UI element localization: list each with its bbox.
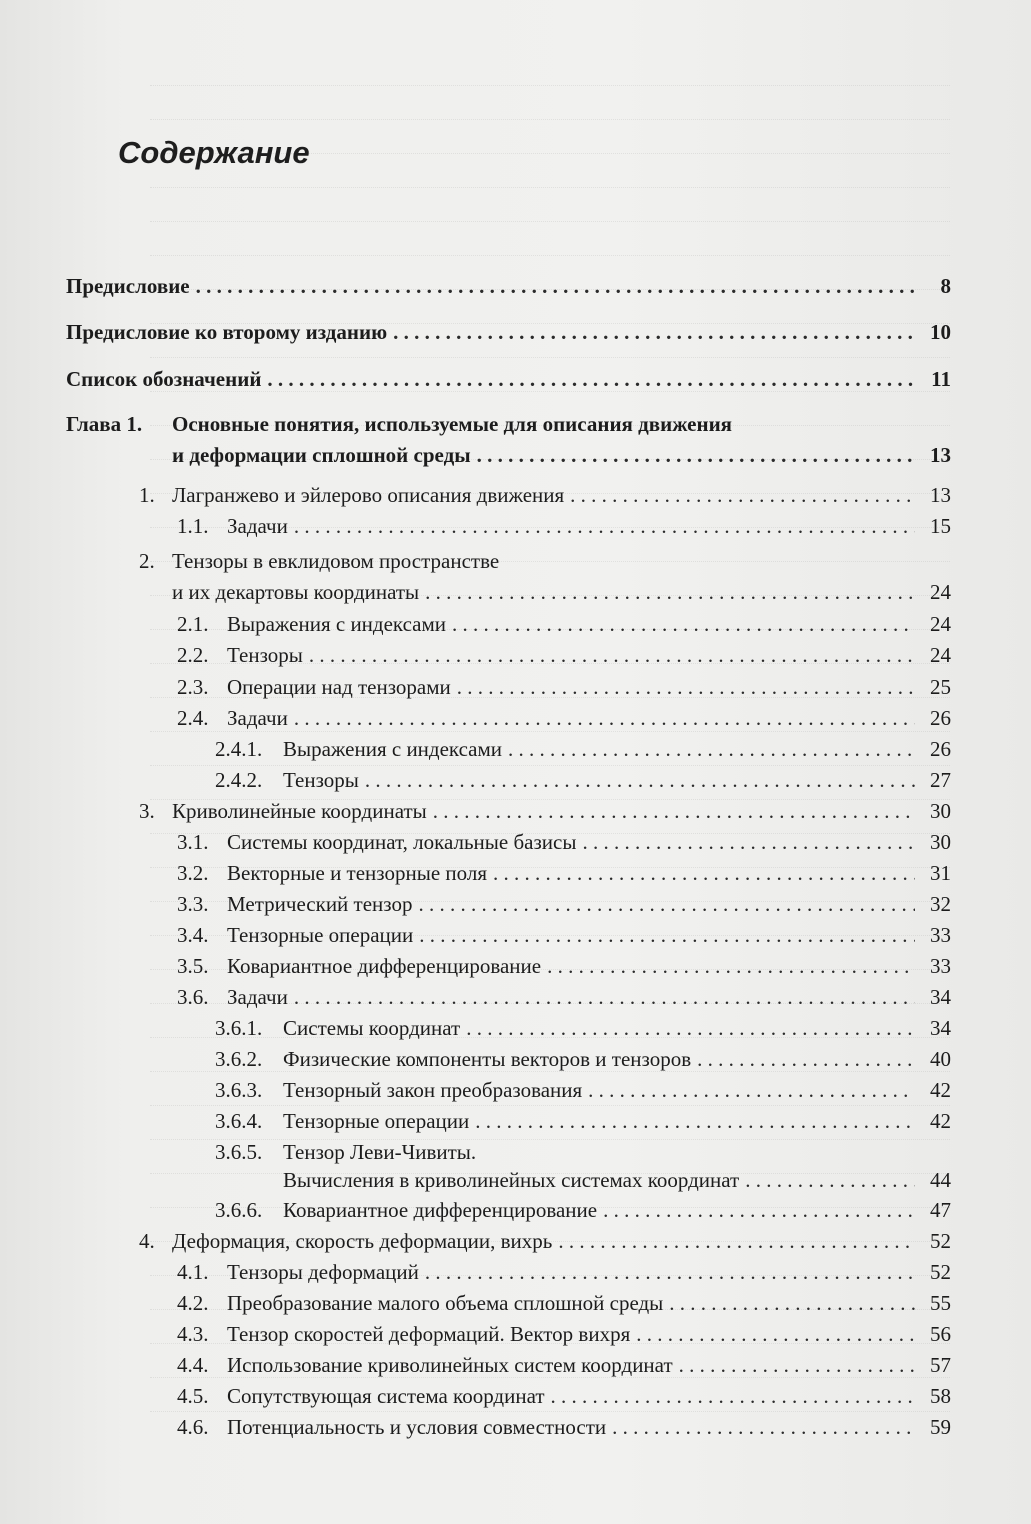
toc-entry-number: Глава 1. [66, 412, 143, 436]
toc-page-number: 30 [930, 830, 951, 854]
toc-entry-number: 1. [139, 483, 155, 507]
toc-entry-title: Основные понятия, используемые для описания движения [172, 412, 733, 436]
toc-entry [0, 858, 1031, 888]
toc-entry-number: 3.6.3. [215, 1078, 263, 1102]
toc-page-number: 24 [930, 580, 951, 604]
toc-entry-number: 2.4. [177, 706, 209, 730]
dot-leader [309, 640, 915, 670]
toc-page-number: 26 [930, 706, 951, 730]
toc-page-number: 32 [930, 892, 951, 916]
toc-page-number: 47 [930, 1198, 951, 1222]
toc-entry-title: Тензоры деформаций [227, 1260, 419, 1284]
dot-leader [418, 889, 915, 919]
toc-entry [0, 364, 1031, 394]
toc-page-number: 13 [930, 483, 951, 507]
dot-leader [267, 364, 915, 394]
toc-page-number: 57 [930, 1353, 951, 1377]
toc-page-number: 26 [930, 737, 951, 761]
toc-entry [0, 317, 1031, 347]
toc-entry-title: Ковариантное дифференцирование [227, 954, 542, 978]
toc-entry [0, 546, 1031, 576]
toc-entry-number: 4.6. [177, 1415, 209, 1439]
toc-page-number: 40 [930, 1047, 951, 1071]
toc-entry-continuation [0, 577, 1031, 607]
toc-entry-title-continuation: и их декартовы координаты [172, 580, 420, 604]
toc-entry [0, 765, 1031, 795]
dot-leader [294, 982, 915, 1012]
toc-entry-title-continuation: и деформации сплошной среды [172, 443, 471, 467]
toc-entry-number: 3.2. [177, 861, 209, 885]
dot-leader [636, 1319, 915, 1349]
dot-leader [457, 672, 915, 702]
toc-entry [0, 1288, 1031, 1318]
toc-entry-title: Задачи [227, 706, 288, 730]
toc-entry-number: 3.6.2. [215, 1047, 263, 1071]
dot-leader [294, 511, 915, 541]
toc-entry-number: 4.3. [177, 1322, 209, 1346]
toc-entry-title: Тензоры [283, 768, 359, 792]
toc-entry [0, 1350, 1031, 1380]
toc-entry [0, 480, 1031, 510]
dot-leader [196, 271, 915, 301]
toc-entry-title: Системы координат, локальные базисы [227, 830, 577, 854]
dot-leader [419, 920, 915, 950]
toc-entry-number: 3. [139, 799, 155, 823]
toc-entry-title: Список обозначений [66, 367, 262, 391]
toc-entry [0, 1195, 1031, 1225]
page-title: Содержание [118, 135, 310, 170]
toc-page-number: 59 [930, 1415, 951, 1439]
toc-entry-number: 3.6.1. [215, 1016, 263, 1040]
dot-leader [612, 1412, 915, 1442]
toc-entry-number: 2.1. [177, 612, 209, 636]
toc-page-number: 11 [931, 367, 951, 391]
toc-entry-title: Преобразование малого объема сплошной среды [227, 1291, 664, 1315]
toc-entry-number: 3.4. [177, 923, 209, 947]
toc-entry-title: Операции над тензорами [227, 675, 451, 699]
toc-entry [0, 796, 1031, 826]
toc-entry [0, 1381, 1031, 1411]
toc-page-number: 55 [930, 1291, 951, 1315]
dot-leader [558, 1226, 915, 1256]
dot-leader [365, 765, 915, 795]
toc-entry-number: 2.2. [177, 643, 209, 667]
toc-entry-number: 1.1. [177, 514, 209, 538]
dot-leader [745, 1165, 915, 1195]
toc-entry [0, 640, 1031, 670]
toc-entry-number: 4. [139, 1229, 155, 1253]
toc-entry-number: 3.6.5. [215, 1140, 263, 1164]
dot-leader [570, 480, 915, 510]
toc-page-number: 15 [930, 514, 951, 538]
toc-entry [0, 1137, 1031, 1167]
toc-entry-title: Выражения с индексами [283, 737, 503, 761]
toc-page-number: 33 [930, 923, 951, 947]
toc-entry [0, 1075, 1031, 1105]
toc-entry-continuation [0, 1165, 1031, 1195]
dot-leader [582, 827, 915, 857]
toc-entry-title: Системы координат [283, 1016, 461, 1040]
toc-entry-title: Тензор Леви-Чивиты. [283, 1140, 477, 1164]
toc-entry [0, 1106, 1031, 1136]
toc-entry [0, 889, 1031, 919]
toc-entry [0, 827, 1031, 857]
toc-entry-title: Ковариантное дифференцирование [283, 1198, 598, 1222]
toc-page-number: 24 [930, 612, 951, 636]
toc-page-number: 56 [930, 1322, 951, 1346]
toc-page-number: 42 [930, 1078, 951, 1102]
toc-chapter-entry [0, 409, 1031, 439]
toc-entry-title: Тензорные операции [227, 923, 414, 947]
toc-entry [0, 703, 1031, 733]
toc-entry-number: 4.1. [177, 1260, 209, 1284]
toc-page-number: 10 [930, 320, 951, 344]
toc-entry-number: 2.4.1. [215, 737, 263, 761]
toc-page-number: 34 [930, 1016, 951, 1040]
toc-entry-title: Предисловие ко второму изданию [66, 320, 388, 344]
dot-leader [697, 1044, 915, 1074]
toc-entry-number: 3.3. [177, 892, 209, 916]
toc-page-number: 44 [930, 1168, 951, 1192]
dot-leader [477, 440, 915, 470]
dot-leader [508, 734, 915, 764]
toc-entry [0, 672, 1031, 702]
toc-entry [0, 609, 1031, 639]
dot-leader [547, 951, 915, 981]
toc-entry [0, 951, 1031, 981]
dot-leader [452, 609, 915, 639]
toc-entry-continuation [0, 440, 1031, 470]
toc-entry-title: Криволинейные координаты [172, 799, 427, 823]
toc-entry-number: 3.1. [177, 830, 209, 854]
toc-entry-title: Выражения с индексами [227, 612, 447, 636]
toc-entry-number: 3.6.4. [215, 1109, 263, 1133]
toc-entry-title: Задачи [227, 514, 288, 538]
dot-leader [475, 1106, 915, 1136]
toc-entry [0, 1226, 1031, 1256]
toc-page-number: 52 [930, 1229, 951, 1253]
toc-entry-number: 2. [139, 549, 155, 573]
dot-leader [679, 1350, 915, 1380]
toc-entry-number: 3.5. [177, 954, 209, 978]
dot-leader [433, 796, 915, 826]
toc-page-number: 34 [930, 985, 951, 1009]
dot-leader [493, 858, 915, 888]
toc-entry-title: Тензоры [227, 643, 303, 667]
toc-entry [0, 982, 1031, 1012]
toc-entry-title: Предисловие [66, 274, 190, 298]
toc-entry-title: Тензоры в евклидовом пространстве [172, 549, 500, 573]
toc-entry [0, 271, 1031, 301]
toc-page-number: 58 [930, 1384, 951, 1408]
toc-entry-title: Физические компоненты векторов и тензоров [283, 1047, 692, 1071]
toc-entry-number: 4.4. [177, 1353, 209, 1377]
toc-page-number: 8 [940, 274, 951, 298]
toc-entry-number: 4.5. [177, 1384, 209, 1408]
toc-entry [0, 1319, 1031, 1349]
toc-entry-number: 2.3. [177, 675, 209, 699]
dot-leader [425, 1257, 915, 1287]
toc-entry [0, 511, 1031, 541]
toc-page-number: 27 [930, 768, 951, 792]
toc-entry-number: 3.6. [177, 985, 209, 1009]
toc-entry-title: Сопутствующая система координат [227, 1384, 545, 1408]
toc-entry-number: 3.6.6. [215, 1198, 263, 1222]
toc-entry-number: 4.2. [177, 1291, 209, 1315]
dot-leader [393, 317, 915, 347]
toc-page-number: 52 [930, 1260, 951, 1284]
toc-page-number: 13 [930, 443, 951, 467]
dot-leader [603, 1195, 915, 1225]
toc-entry [0, 1013, 1031, 1043]
toc-entry-title-continuation: Вычисления в криволинейных системах координат [283, 1168, 740, 1192]
toc-entry-title: Метрический тензор [227, 892, 413, 916]
toc-entry-title: Тензор скоростей деформаций. Вектор вихря [227, 1322, 631, 1346]
toc-page-number: 24 [930, 643, 951, 667]
toc-entry-title: Задачи [227, 985, 288, 1009]
toc-entry [0, 920, 1031, 950]
toc-entry [0, 1257, 1031, 1287]
toc-page-number: 42 [930, 1109, 951, 1133]
dot-leader [466, 1013, 915, 1043]
toc-entry [0, 734, 1031, 764]
toc-entry [0, 1044, 1031, 1074]
dot-leader [294, 703, 915, 733]
toc-page-number: 33 [930, 954, 951, 978]
toc-page-number: 31 [930, 861, 951, 885]
dot-leader [551, 1381, 915, 1411]
dot-leader [669, 1288, 915, 1318]
toc-entry-title: Деформация, скорость деформации, вихрь [172, 1229, 553, 1253]
toc-page-number: 25 [930, 675, 951, 699]
toc-entry-title: Потенциальность и условия совместности [227, 1415, 607, 1439]
toc-page-number: 30 [930, 799, 951, 823]
dot-leader [425, 577, 915, 607]
toc-entry-title: Тензорные операции [283, 1109, 470, 1133]
toc-entry-title: Лагранжево и эйлерово описания движения [172, 483, 565, 507]
toc-entry-number: 2.4.2. [215, 768, 263, 792]
dot-leader [588, 1075, 915, 1105]
toc-entry-title: Тензорный закон преобразования [283, 1078, 583, 1102]
toc-entry [0, 1412, 1031, 1442]
toc-entry-title: Векторные и тензорные поля [227, 861, 487, 885]
toc-entry-title: Использование криволинейных систем координат [227, 1353, 673, 1377]
